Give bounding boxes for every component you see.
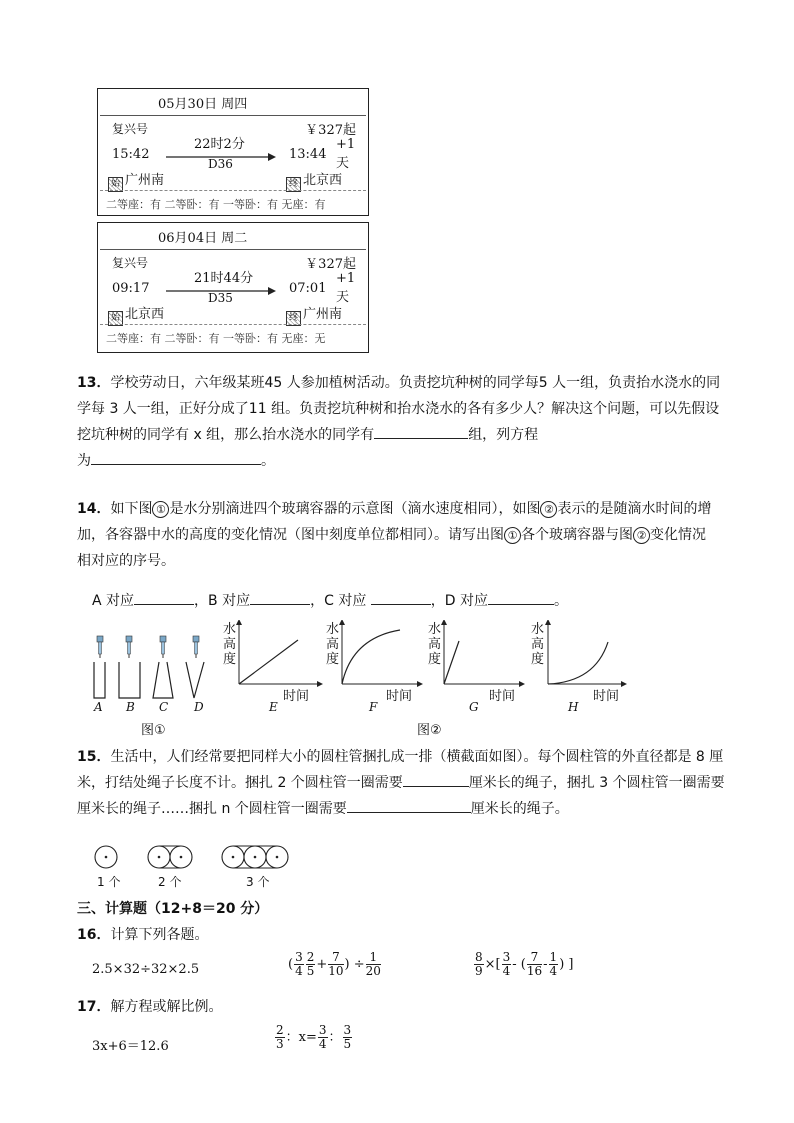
answer-blank-b[interactable] (250, 590, 310, 605)
ticket-brand: 复兴号 (112, 122, 149, 136)
start-station-icon: 始 (108, 177, 123, 192)
q14-text: 是水分别滴进四个玻璃容器的示意图（滴水速度相同），如图 (169, 501, 541, 517)
dropper-icon (126, 636, 132, 658)
circled-number: ② (540, 501, 557, 518)
question-13 (77, 370, 747, 474)
ticket-duration: 22时2分 (194, 137, 245, 152)
y-axis-label-f: 水 高 度 (326, 622, 340, 667)
answer-label-a: A 对应 (92, 593, 135, 609)
pipe-diagram (92, 844, 292, 872)
q15-text: 厘米长的绳子……捆扎 n 个圆柱管一圈需要 (77, 801, 347, 817)
divider (100, 190, 366, 191)
question-number: 16． (77, 927, 111, 943)
q14-answers (92, 588, 762, 614)
to-station-name: 北京西 (303, 173, 343, 188)
divider (100, 115, 366, 116)
pipe-group-3 (222, 846, 288, 868)
container-a (94, 662, 105, 698)
train-ticket-2 (97, 222, 369, 353)
to-station (286, 303, 342, 326)
q13-line4 (77, 448, 747, 474)
arrival-time: 07:01 (289, 281, 327, 296)
q13-text: 学校劳动日，六年级某班45 人参加植树活动。负责挖坑种树的同学每5 人一组，负责抬水浇水的同 (110, 375, 721, 391)
circled-number: ① (504, 527, 521, 544)
from-station (108, 169, 164, 192)
train-code: D35 (208, 291, 233, 305)
q16-text: 计算下列各题。 (110, 927, 209, 943)
seat-availability: 二等座：有 二等卧：有 一等卧：有 无座：有 (106, 198, 326, 211)
proportion-1: $\frac{2}{3}$ ：x= $\frac{3}{4}$ ： $\frac{3}{5}$ (276, 1023, 352, 1051)
q13-line2: 学每 3 人一组，正好分成了11 组。负责挖坑种树和抬水浇水的各有多少人？解决这个问题，可以先假设 (77, 401, 720, 417)
graph-h-curve (548, 642, 608, 684)
y-axis-label-h: 水 高 度 (531, 622, 545, 667)
q14-text: 表示的是随滴水时间的增 (557, 501, 712, 517)
ticket-brand: 复兴号 (112, 256, 149, 270)
q13-text: 挖坑种树的同学有 x 组，那么抬水浇水的同学有 (77, 427, 375, 443)
answer-label-b: ，B 对应 (194, 593, 251, 609)
arrival-time: 13:44 (289, 147, 327, 162)
q14-line2 (77, 522, 747, 548)
from-station-name: 广州南 (125, 173, 165, 188)
q14-line1 (77, 496, 747, 522)
train-code: D36 (208, 157, 233, 171)
q13-line3 (77, 422, 747, 448)
x-axis-label-h: 时间 (593, 689, 620, 704)
q15-line1 (77, 744, 747, 770)
q14-text: 变化情况 (650, 527, 706, 543)
answer-blank[interactable] (374, 424, 468, 439)
from-station (108, 303, 164, 326)
seat-availability: 二等座：有 二等卧：有 一等卧：有 无座：无 (106, 332, 326, 345)
from-station-name: 北京西 (125, 307, 165, 322)
pipe-label-2: 2 个 (158, 875, 182, 889)
container-label-d: D (194, 700, 204, 714)
dropper-icon (193, 636, 199, 658)
graph-label-g: G (469, 700, 479, 714)
expression-1: 2.5×32÷32×2.5 (92, 962, 200, 977)
question-16 (77, 922, 747, 948)
question-15 (77, 744, 747, 822)
answer-blank[interactable] (403, 772, 469, 787)
train-ticket-1 (97, 88, 369, 216)
graph-e-curve (239, 640, 298, 684)
equation-1: 3x+6＝12.6 (92, 1039, 169, 1054)
q13-text: 。 (261, 453, 275, 469)
question-number: 14． (77, 501, 111, 517)
dropper-icon (97, 636, 103, 658)
x-axis-label-g: 时间 (489, 689, 516, 704)
circled-number: ② (633, 527, 650, 544)
q14-line3: 相对应的序号。 (77, 553, 175, 569)
section-heading: 三、计算题（12+8＝20 分） (77, 901, 269, 917)
graph-label-h: H (568, 700, 579, 714)
x-axis-label-e: 时间 (283, 689, 310, 704)
pipe-group-2 (148, 846, 192, 868)
period: 。 (554, 593, 569, 609)
graph-label-e: E (269, 700, 278, 714)
q15-text: 米，打结处绳子长度不计。捆扎 2 个圆柱管一圈需要 (77, 775, 403, 791)
ticket-price: ￥327起 (305, 257, 356, 272)
question-number: 13． (77, 375, 111, 391)
container-c (153, 662, 173, 698)
pipe-group-1 (95, 846, 117, 868)
ticket-date: 06月04日 周二 (158, 231, 248, 246)
q15-line2 (77, 770, 747, 796)
to-station (286, 169, 342, 192)
container-label-a: A (94, 700, 103, 714)
answer-label-d: ，D 对应 (430, 593, 489, 609)
q14-text: 各个玻璃容器与图 (521, 527, 633, 543)
q14-text: 如下图 (110, 501, 153, 517)
divider (100, 324, 366, 325)
figure-1-caption: 图① (141, 723, 166, 738)
expression-3: $\frac{8}{9}$ ×[ $\frac{3}{4}$ - ( $\frac{7}{16}$ - $\frac{1}{4}$ ) ] (475, 950, 574, 978)
y-axis-label-e: 水 高 度 (223, 622, 237, 667)
to-station-name: 广州南 (303, 307, 343, 322)
answer-blank-c[interactable] (371, 590, 431, 605)
plus-day: +1天 (336, 137, 356, 171)
departure-time: 15:42 (112, 147, 150, 162)
y-axis-label-g: 水 高 度 (428, 622, 442, 667)
answer-blank[interactable] (347, 798, 471, 813)
end-station-icon: 终 (286, 177, 301, 192)
end-station-icon: 终 (286, 311, 301, 326)
x-axis-label-f: 时间 (386, 689, 413, 704)
q15-text: 厘米长的绳子，捆扎 3 个圆柱管一圈需要 (468, 775, 725, 791)
divider (100, 249, 366, 250)
answer-blank-d[interactable] (488, 590, 554, 605)
graph-f-curve (342, 630, 400, 684)
pipe-label-1: 1 个 (97, 875, 121, 889)
q17-text: 解方程或解比例。 (110, 999, 223, 1015)
graph-f (342, 622, 420, 684)
graph-h (548, 622, 624, 684)
expression-2: ( $\frac{3}{4}$ $\frac{2}{5}$ + $\frac{7}{10}$ ) ÷ $\frac{1}{20}$ (288, 950, 381, 978)
q13-text: 为 (77, 453, 91, 469)
q13-line1 (77, 370, 747, 396)
container-label-c: C (159, 700, 169, 714)
container-label-b: B (126, 700, 135, 714)
ticket-price: ￥327起 (305, 123, 356, 138)
container-b (119, 662, 140, 698)
q15-line3 (77, 796, 747, 822)
graph-label-f: F (369, 700, 378, 714)
container-d (186, 662, 204, 698)
q13-text: 组，列方程 (468, 427, 539, 443)
plus-day: +1天 (336, 271, 356, 305)
graph-g (444, 622, 522, 684)
graph-e (239, 622, 320, 684)
circled-number: ① (152, 501, 169, 518)
q15-text: 厘米长的绳子。 (470, 801, 569, 817)
ticket-date: 05月30日 周四 (158, 97, 248, 112)
question-number: 15． (77, 749, 111, 765)
dropper-icon (160, 636, 166, 658)
answer-blank-a[interactable] (134, 590, 194, 605)
figure-2-caption: 图② (417, 723, 442, 738)
answer-label-c: ，C 对应 (310, 593, 371, 609)
answer-blank[interactable] (91, 450, 261, 465)
graphs-diagram (220, 620, 630, 700)
ticket-duration: 21时44分 (194, 271, 254, 286)
graph-g-curve (444, 641, 459, 684)
departure-time: 09:17 (112, 281, 150, 296)
question-14 (77, 496, 747, 574)
container-diagram (88, 632, 218, 704)
pipe-label-3: 3 个 (246, 875, 270, 889)
question-number: 17． (77, 999, 111, 1015)
q15-text: 生活中，人们经常要把同样大小的圆柱管捆扎成一排（横截面如图）。每个圆柱管的外直径都是 8 厘 (110, 749, 724, 765)
start-station-icon: 始 (108, 311, 123, 326)
question-17 (77, 994, 747, 1020)
q14-text: 加，各容器中水的高度的变化情况（图中刻度单位都相同）。请写出图 (77, 527, 504, 543)
